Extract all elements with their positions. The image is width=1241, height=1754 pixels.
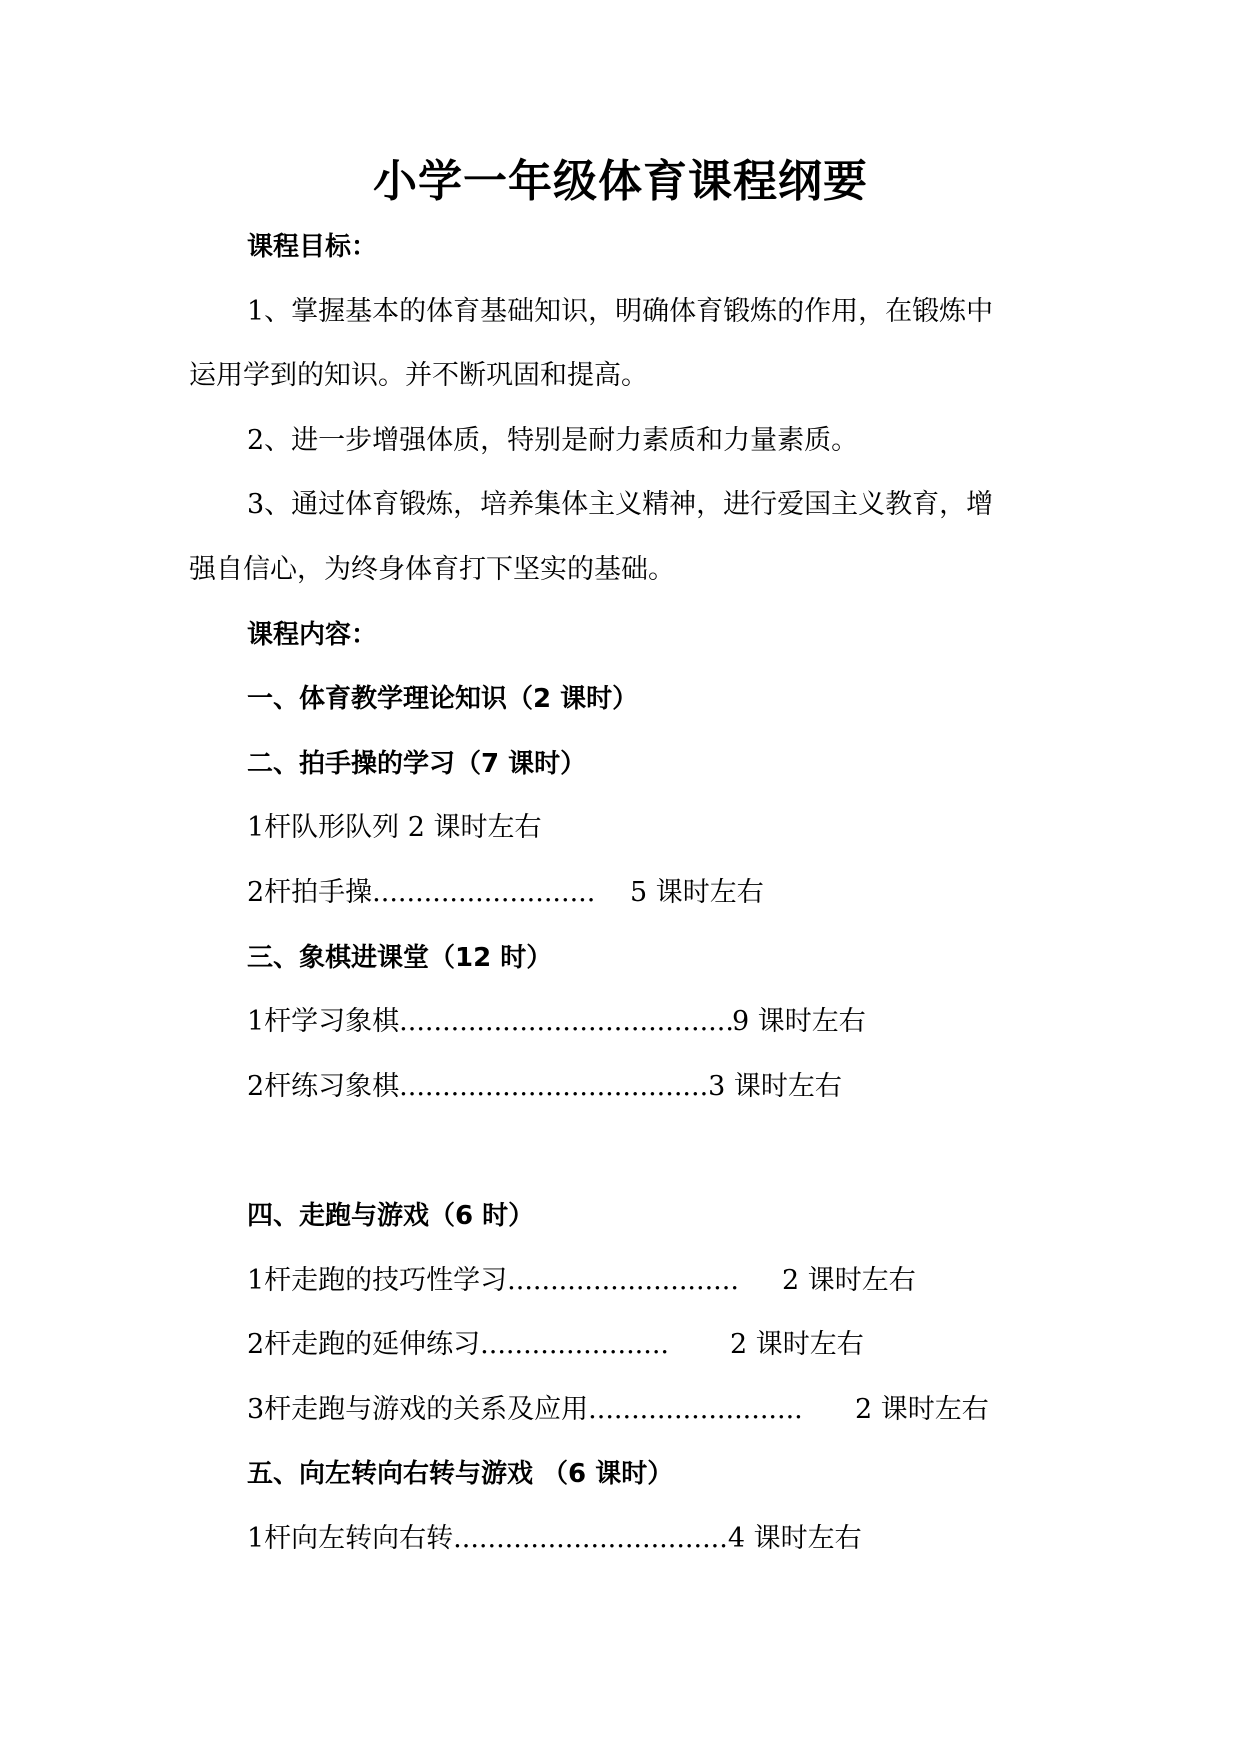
section-5-title: 五、向左转向右转与游戏 （6 课时） xyxy=(247,1459,674,1489)
section-1-title: 一、体育教学理论知识（2 课时） xyxy=(247,684,639,714)
section-2-item-2-hours: 5 课时左右 xyxy=(630,877,764,908)
section-4-item-3: 3杆走跑与游戏的关系及应用......................... xyxy=(247,1394,803,1425)
page-title: 小学一年级体育课程纲要 xyxy=(373,156,868,207)
section-5-item-1: 1杆向左转向右转................................4 课时左右 xyxy=(247,1523,862,1554)
goal-1-line-2: 运用学到的知识。并不断巩固和提高。 xyxy=(189,360,648,391)
goal-3-line-2: 强自信心，为终身体育打下坚实的基础。 xyxy=(189,554,675,585)
goal-1-line-1: 1、掌握基本的体育基础知识，明确体育锻炼的作用，在锻炼中 xyxy=(247,296,994,327)
content-heading: 课程内容： xyxy=(247,620,378,650)
section-3-item-1-hours: 9 课时左右 xyxy=(732,1006,866,1037)
section-3-title: 三、象棋进课堂（12 时） xyxy=(247,943,553,973)
section-4-item-2: 2杆走跑的延伸练习...................... xyxy=(247,1329,669,1360)
goals-heading: 课程目标： xyxy=(247,232,378,262)
section-4-item-2-hours: 2 课时左右 xyxy=(730,1329,864,1360)
section-4-item-1: 1杆走跑的技巧性学习........................... xyxy=(247,1265,739,1296)
section-4-title: 四、走跑与游戏（6 时） xyxy=(247,1201,535,1231)
section-4-item-3-hours: 2 课时左右 xyxy=(855,1394,989,1425)
section-2-item-1: 1杆队形队列 2 课时左右 xyxy=(247,812,542,843)
section-4-item-1-hours: 2 课时左右 xyxy=(782,1265,916,1296)
section-2-title: 二、拍手操的学习（7 课时） xyxy=(247,749,587,779)
goal-3-line-1: 3、通过体育锻炼，培养集体主义精神，进行爱国主义教育，增 xyxy=(247,489,994,520)
section-3-item-1: 1杆学习象棋....................................... xyxy=(247,1006,734,1037)
section-3-item-2: 2杆练习象棋....................................3 课时左右 xyxy=(247,1071,842,1102)
section-2-item-2: 2杆拍手操.......................... xyxy=(247,877,596,908)
goal-2: 2、进一步增强体质，特别是耐力素质和力量素质。 xyxy=(247,425,859,456)
